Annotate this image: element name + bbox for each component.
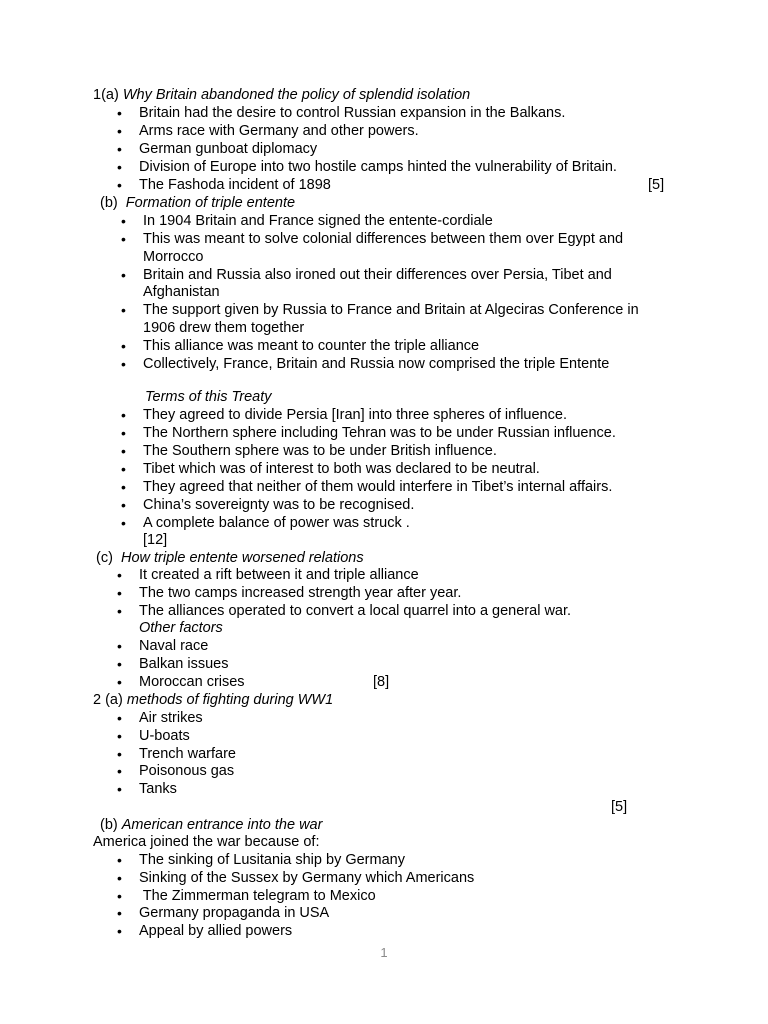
bullet: •	[121, 356, 126, 372]
question-2a-heading	[93, 691, 333, 709]
question-1b-heading	[100, 194, 295, 212]
bullet: •	[121, 338, 126, 354]
question-title: Formation of triple entente	[125, 195, 296, 211]
question-number: (c)	[96, 550, 113, 566]
bullet: •	[117, 746, 122, 762]
marks-label: [5]	[611, 799, 628, 815]
list-item-continuation: Afghanistan	[143, 284, 220, 300]
list-item: Trench warfare	[139, 746, 236, 762]
list-item: The two camps increased strength year after year.	[139, 585, 462, 601]
list-item: Appeal by allied powers	[139, 923, 293, 939]
list-item: Collectively, France, Britain and Russia now comprised the triple Entente	[143, 356, 610, 372]
bullet: •	[121, 461, 126, 477]
question-number: (b)	[100, 195, 118, 211]
bullet: •	[121, 213, 126, 229]
marks-label: [12]	[143, 532, 168, 548]
terms-heading: Terms of this Treaty	[145, 389, 272, 405]
list-item: Germany propaganda in USA	[139, 905, 330, 921]
list-item: Division of Europe into two hostile camps hinted the vulnerability of Britain.	[139, 159, 617, 175]
list-item: Balkan issues	[139, 656, 229, 672]
bullet: •	[121, 302, 126, 318]
question-number: 1(a)	[93, 87, 119, 103]
question-title: How triple entente worsened relations	[120, 550, 364, 566]
bullet: •	[117, 870, 122, 886]
bullet: •	[117, 888, 122, 904]
list-item: The sinking of Lusitania ship by Germany	[139, 852, 405, 868]
list-item: Britain had the desire to control Russian expansion in the Balkans.	[139, 105, 566, 121]
question-1c-heading	[96, 549, 364, 567]
page-number: 1	[380, 945, 388, 960]
bullet: •	[121, 497, 126, 513]
question-2b-heading	[100, 816, 322, 834]
bullet: •	[117, 674, 122, 690]
bullet: •	[117, 105, 122, 121]
bullet: •	[117, 567, 122, 583]
list-item: The Southern sphere was to be under British influence.	[143, 443, 497, 459]
bullet: •	[117, 123, 122, 139]
list-item: The alliances operated to convert a local quarrel into a general war.	[139, 603, 572, 619]
bullet: •	[121, 425, 126, 441]
list-item: The support given by Russia to France and Britain at Algeciras Conference in	[143, 302, 639, 318]
list-item: China’s sovereignty was to be recognised.	[143, 497, 415, 513]
bullet: •	[121, 515, 126, 531]
bullet: •	[117, 638, 122, 654]
intro-text: America joined the war because of:	[93, 834, 320, 850]
bullet: •	[117, 923, 122, 939]
bullet: •	[117, 763, 122, 779]
list-item: Britain and Russia also ironed out their differences over Persia, Tibet and	[143, 267, 612, 283]
list-item: U-boats	[139, 728, 190, 744]
list-item: The Zimmerman telegram to Mexico	[139, 888, 376, 904]
bullet: •	[117, 852, 122, 868]
bullet: •	[117, 603, 122, 619]
list-item: They agreed that neither of them would interfere in Tibet’s internal affairs.	[143, 479, 613, 495]
list-item: It created a rift between it and triple alliance	[139, 567, 419, 583]
marks-label: [5]	[648, 177, 665, 193]
bullet: •	[117, 781, 122, 797]
list-item: The Fashoda incident of 1898	[139, 177, 331, 193]
list-item: In 1904 Britain and France signed the entente-cordiale	[143, 213, 493, 229]
question-1a-heading	[93, 86, 470, 104]
marks-label: [8]	[373, 674, 390, 690]
bullet: •	[121, 407, 126, 423]
bullet: •	[117, 141, 122, 157]
list-item: Moroccan crises	[139, 674, 245, 690]
list-item: Poisonous gas	[139, 763, 235, 779]
list-item: This was meant to solve colonial differences between them over Egypt and	[143, 231, 624, 247]
list-item: A complete balance of power was struck .	[143, 515, 410, 531]
question-number: 2 (a)	[93, 692, 123, 708]
list-item: Tanks	[139, 781, 177, 797]
list-item: Naval race	[139, 638, 209, 654]
list-item-continuation: 1906 drew them together	[143, 320, 305, 336]
bullet: •	[117, 159, 122, 175]
question-title: American entrance into the war	[121, 817, 323, 833]
bullet: •	[121, 479, 126, 495]
list-item-continuation: Morrocco	[143, 249, 204, 265]
bullet: •	[117, 905, 122, 921]
list-item: Air strikes	[139, 710, 203, 726]
list-item: Sinking of the Sussex by Germany which Americans	[139, 870, 475, 886]
list-item: The Northern sphere including Tehran was to be under Russian influence.	[143, 425, 616, 441]
question-title: methods of fighting during WW1	[126, 692, 334, 708]
bullet: •	[117, 728, 122, 744]
list-item: Tibet which was of interest to both was declared to be neutral.	[143, 461, 540, 477]
bullet: •	[121, 267, 126, 283]
question-title: Why Britain abandoned the policy of splendid isolation	[122, 87, 471, 103]
bullet: •	[117, 585, 122, 601]
list-item: Arms race with Germany and other powers.	[139, 123, 419, 139]
bullet: •	[121, 231, 126, 247]
bullet: •	[117, 710, 122, 726]
list-item: This alliance was meant to counter the triple alliance	[143, 338, 480, 354]
question-number: (b)	[100, 817, 118, 833]
bullet: •	[117, 656, 122, 672]
bullet: •	[121, 443, 126, 459]
other-factors-heading: Other factors	[139, 620, 223, 636]
list-item: They agreed to divide Persia [Iran] into three spheres of influence.	[143, 407, 567, 423]
bullet: •	[117, 177, 122, 193]
list-item: German gunboat diplomacy	[139, 141, 318, 157]
